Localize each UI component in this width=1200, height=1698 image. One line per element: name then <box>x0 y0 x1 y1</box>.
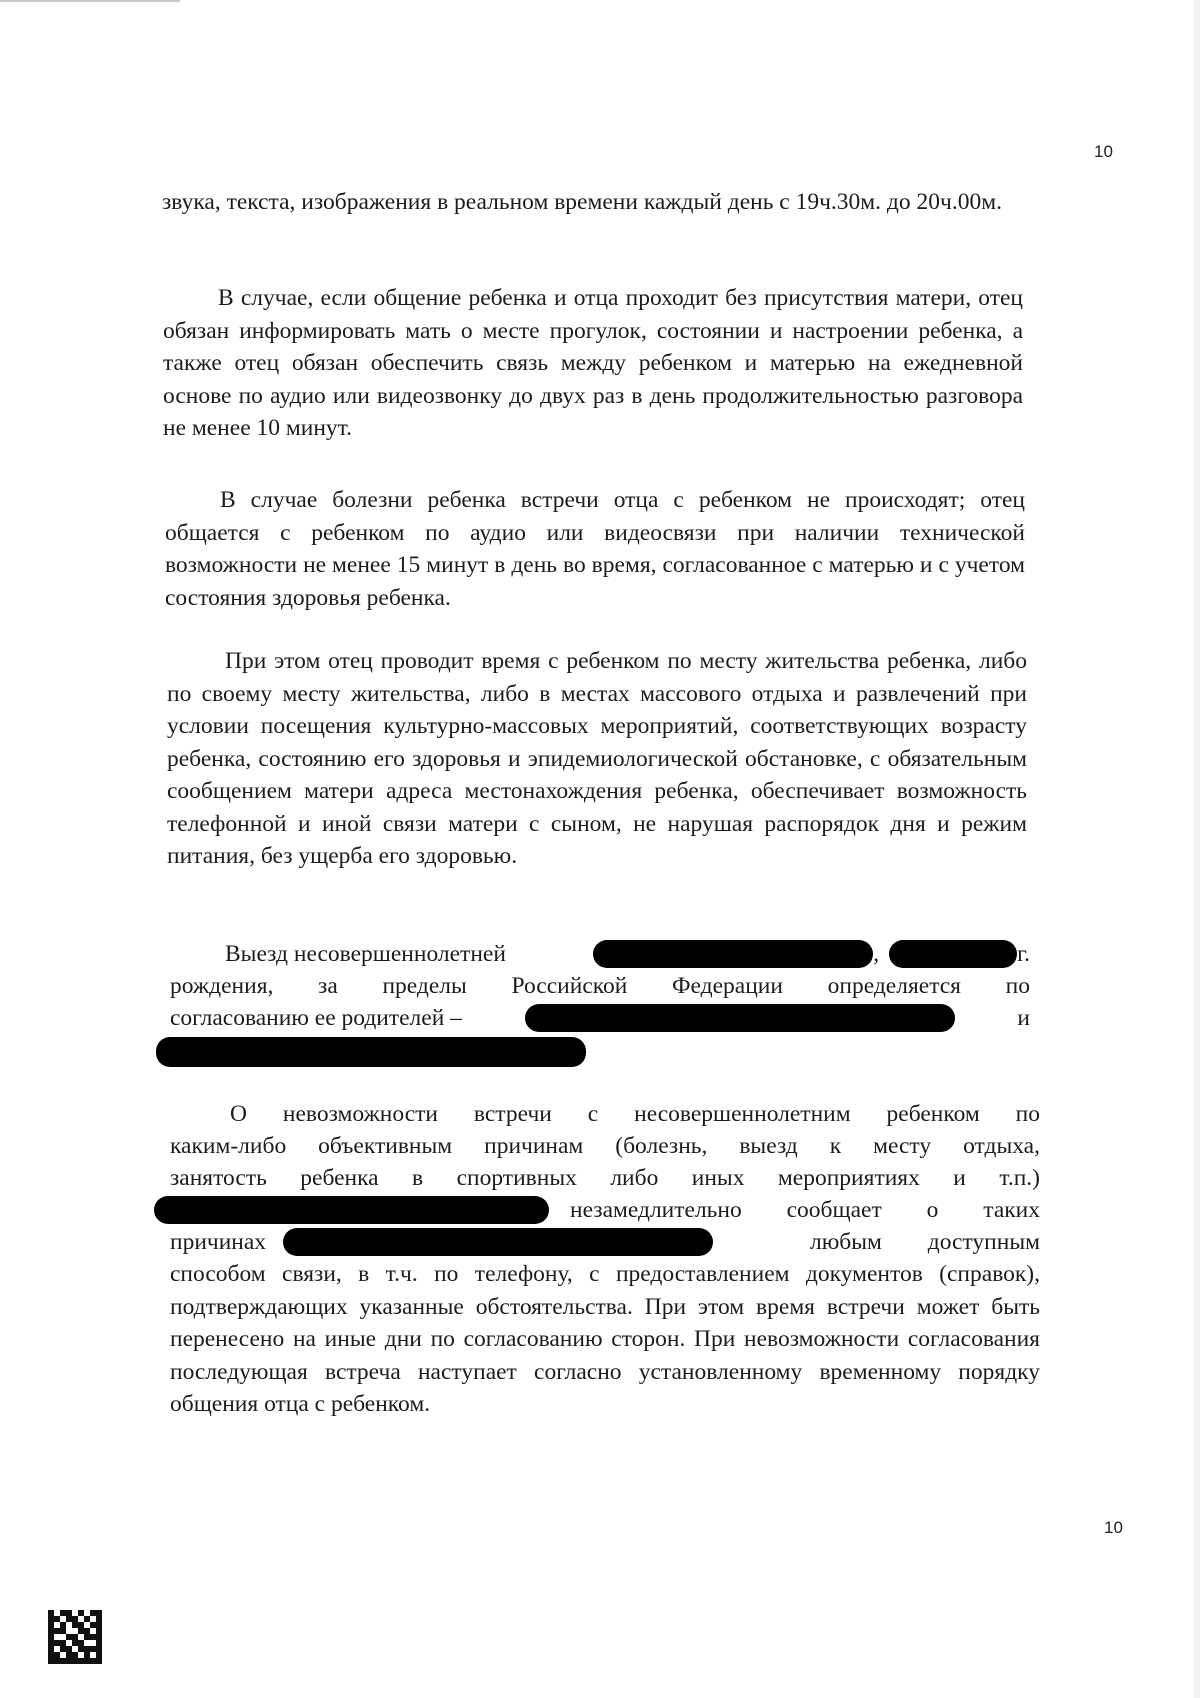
p5-line3-end: и <box>1017 1005 1030 1031</box>
p6-line3: занятость ребенка в спортивных либо иных мероприятиях и т.п.) <box>170 1165 1040 1191</box>
p5-line3-start: согласованию ее родителей – <box>170 1005 462 1031</box>
paragraph-5-line-1 <box>225 938 1030 970</box>
paragraph-6-line-3 <box>170 1162 1040 1194</box>
scan-edge <box>0 0 180 2</box>
p6-line1: О невозможности встречи с несовершеннолетним ребенком по <box>230 1101 1040 1127</box>
redaction-block <box>154 1196 549 1224</box>
redaction-block <box>283 1228 713 1256</box>
p5-line1-start: Выезд несовершеннолетней <box>225 941 506 967</box>
p5-line1-redaction-group <box>593 938 1030 970</box>
redaction-block <box>525 1004 955 1032</box>
paragraph-6 <box>160 1098 1040 1478</box>
page-number-top: 10 <box>1094 142 1113 161</box>
page-number-bottom: 10 <box>1104 1518 1123 1537</box>
p5-line2: рождения, за пределы Российской Федерации определяется по <box>170 973 1030 999</box>
paragraph-2: В случае, если общение ребенка и отца проходит без присутствия матери, отец обязан информировать мать о месте прогулок, состоянии и настроении ребенка, а также отец обязан обеспечить связь между ребенком и матерью на ежедневной основе по аудио или видеозвонку до двух раз в день продолжительностью разговора не менее 10 минут. <box>163 285 1023 441</box>
p5-line1-end: г. <box>1017 941 1030 967</box>
paragraph-6-line-1 <box>230 1098 1040 1130</box>
paragraph-5-line-3 <box>170 1002 1030 1034</box>
paragraph-5 <box>160 938 1030 1068</box>
paragraph-6-line-5 <box>170 1226 1040 1258</box>
redaction-block <box>156 1037 586 1067</box>
p6-line2: каким-либо объективным причинам (болезнь, выезд к месту отдыха, <box>170 1133 1040 1159</box>
redaction-block <box>889 940 1017 968</box>
p6-line5-end: любым доступным <box>810 1229 1040 1255</box>
paragraph-1: звука, текста, изображения в реальном времени каждый день с 19ч.30м. до 20ч.00м. <box>162 189 1002 215</box>
paragraph-4: При этом отец проводит время с ребенком по месту жительства ребенка, либо по своему месту жительства, либо в местах массового отдыха и развлечений при условии посещения культурно-массовых мероприятий, соответствующих возрасту ребенка, состоянию его здоровья и эпидемиологической обстановке, с обязательным сообщением матери адреса местонахождения ребенка, обеспечивает возможность телефонной и иной связи матери с сыном, не нарушая распорядок дня и режим питания, без ущерба его здоровью. <box>167 648 1027 869</box>
p6-rest: способом связи, в т.ч. по телефону, с предоставлением документов (справок), подтверждающих указанные обстоятельства. При этом время встречи может быть перенесено на иные дни по согласованию сторон. При невозможности согласования последующая встреча наступает согласно установленному временному порядку общения отца с ребенком. <box>170 1261 1040 1417</box>
p6-line4-after: незамедлительно сообщает о таких <box>570 1197 1040 1223</box>
p6-line5-start: причинах <box>170 1229 267 1255</box>
paragraph-6-line-4 <box>154 1194 1040 1226</box>
p5-line1-comma: , <box>873 941 880 967</box>
paragraph-3: В случае болезни ребенка встречи отца с ребенком не происходят; отец общается с ребенком по аудио или видеосвязи при наличии технической возможности не менее 15 минут в день во время, согласованное с матерью и с учетом состояния здоровья ребенка. <box>165 487 1025 611</box>
scan-edge-right <box>1194 0 1200 1698</box>
datamatrix-code <box>48 1610 102 1664</box>
paragraph-6-line-2 <box>170 1130 1040 1162</box>
paragraph-5-line-2 <box>170 970 1030 1002</box>
paragraph-5-line-4 <box>156 1036 1016 1068</box>
redaction-block <box>593 940 873 968</box>
